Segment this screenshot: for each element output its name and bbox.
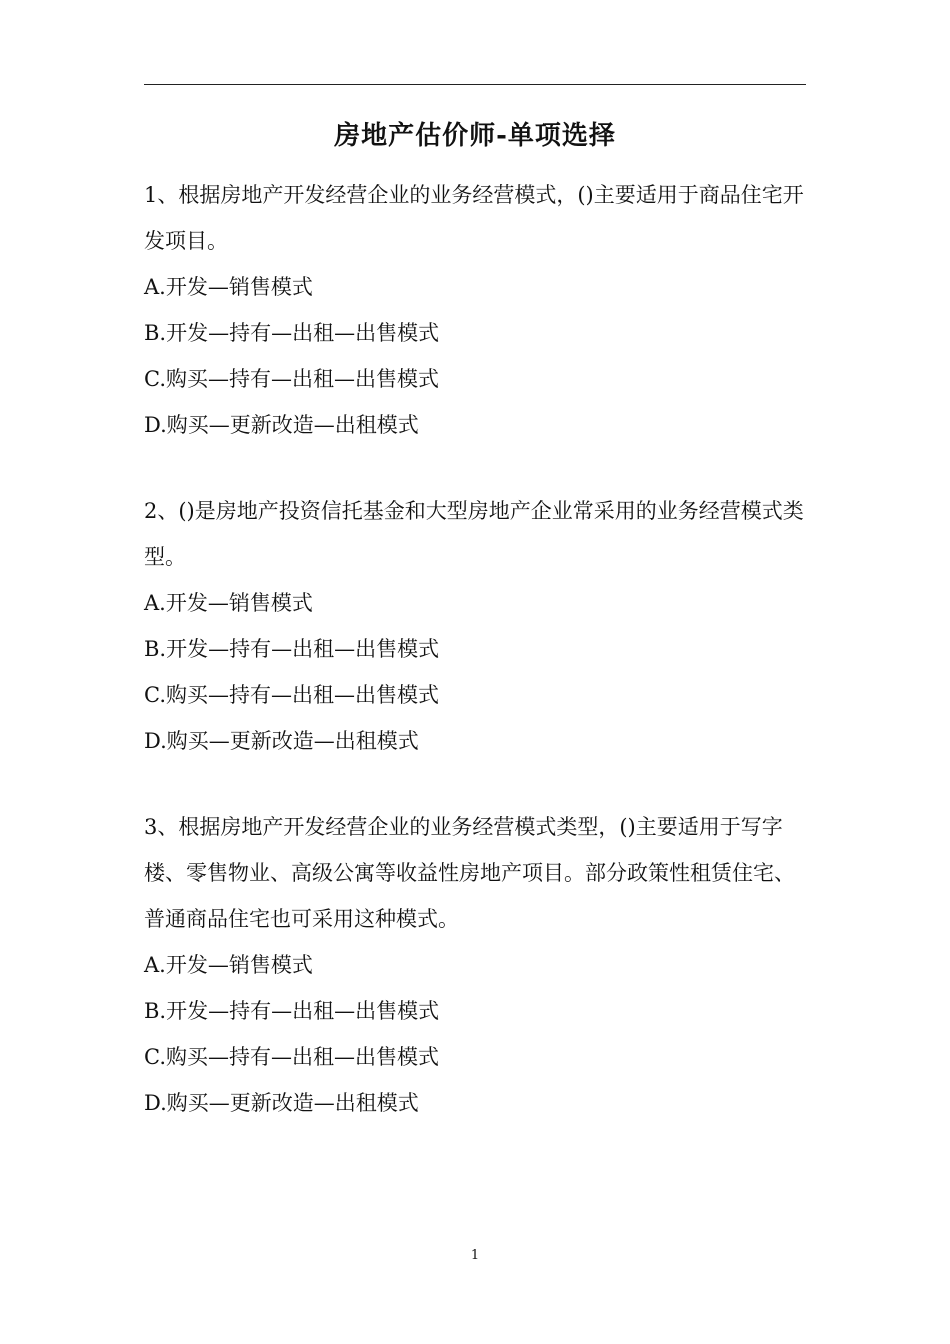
option-b: B.开发—持有—出租—出售模式 bbox=[144, 637, 440, 661]
option-a: A.开发—销售模式 bbox=[144, 275, 313, 299]
page-number: 1 bbox=[470, 1248, 480, 1263]
question-list bbox=[144, 172, 806, 1126]
question-1 bbox=[144, 172, 806, 448]
option-d: D.购买—更新改造—出租模式 bbox=[144, 413, 419, 437]
header-rule bbox=[144, 84, 806, 85]
question-stem: 2、()是房地产投资信托基金和大型房地产企业常采用的业务经营模式类型。 bbox=[144, 499, 804, 569]
question-3 bbox=[144, 804, 806, 1126]
page-title: 房地产估价师-单项选择 bbox=[334, 121, 616, 151]
option-c: C.购买—持有—出租—出售模式 bbox=[144, 1045, 439, 1069]
option-d: D.购买—更新改造—出租模式 bbox=[144, 1091, 419, 1115]
question-2 bbox=[144, 488, 806, 764]
option-a: A.开发—销售模式 bbox=[144, 591, 313, 615]
option-b: B.开发—持有—出租—出售模式 bbox=[144, 999, 440, 1023]
question-stem: 3、根据房地产开发经营企业的业务经营模式类型，()主要适用于写字楼、零售物业、高级公寓等收益性房地产项目。部分政策性租赁住宅、普通商品住宅也可采用这种模式。 bbox=[144, 815, 795, 931]
question-stem: 1、根据房地产开发经营企业的业务经营模式，()主要适用于商品住宅开发项目。 bbox=[144, 183, 804, 253]
option-c: C.购买—持有—出租—出售模式 bbox=[144, 683, 439, 707]
option-b: B.开发—持有—出租—出售模式 bbox=[144, 321, 440, 345]
option-c: C.购买—持有—出租—出售模式 bbox=[144, 367, 439, 391]
option-a: A.开发—销售模式 bbox=[144, 953, 313, 977]
option-d: D.购买—更新改造—出租模式 bbox=[144, 729, 419, 753]
